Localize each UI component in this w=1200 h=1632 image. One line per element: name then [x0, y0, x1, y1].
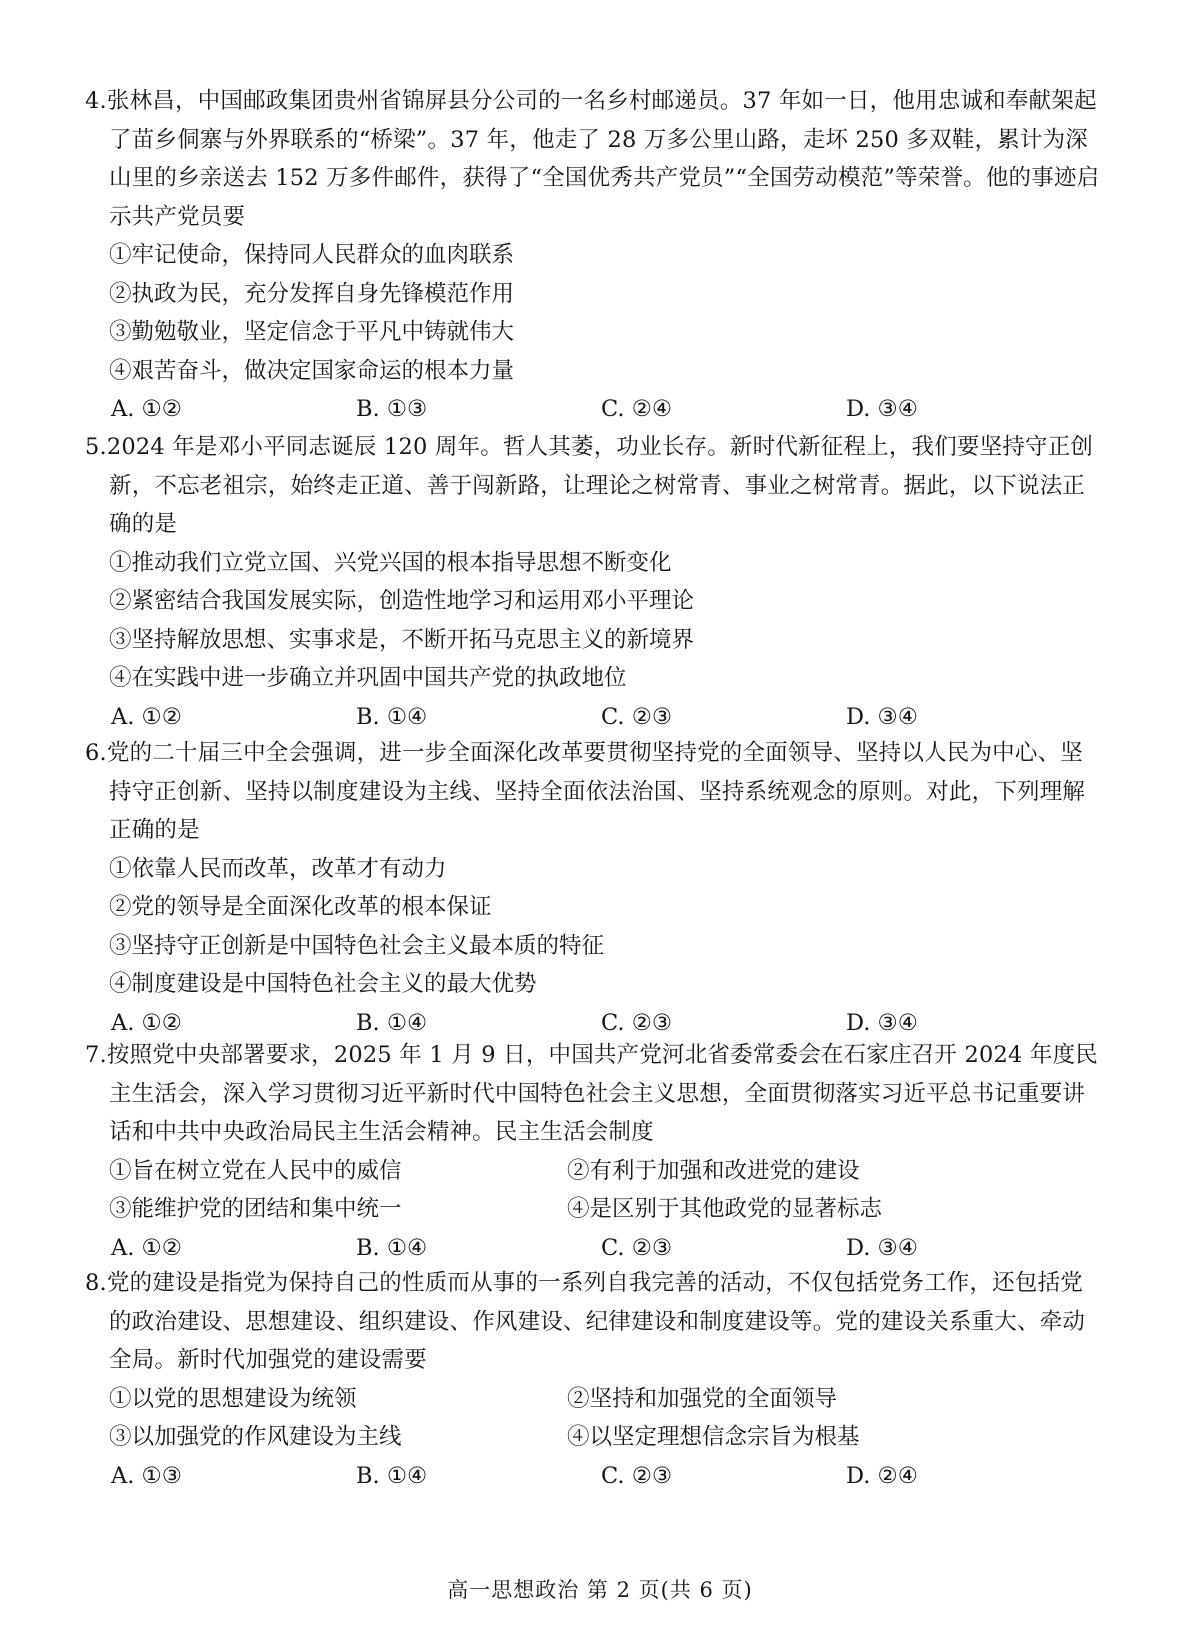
option-1: ①依靠人民而改革，改革才有动力	[109, 855, 447, 882]
option-4: ④以坚定理想信念宗旨为根基	[567, 1424, 860, 1450]
answer-b: B. ①④	[356, 1462, 428, 1489]
option-3: ③坚持守正创新是中国特色社会主义最本质的特征	[109, 932, 605, 959]
answer-choices	[85, 1457, 1105, 1496]
option-row-1	[85, 1152, 1105, 1191]
answer-c: C. ②③	[601, 1009, 673, 1036]
question-4	[85, 82, 1105, 429]
answer-d: D. ③④	[846, 703, 918, 730]
answer-b: B. ①④	[356, 1234, 428, 1261]
question-stem: 8.党的建设是指党为保持自己的性质而从事的一系列自我完善的活动，不仅包括党务工作，还包括党的政治建设、思想建设、组织建设、作风建设、纪律建设和制度建设等。党的建设关系重大、牵动全局。新时代加强党的建设需要	[85, 1270, 1086, 1373]
answer-a: A. ①②	[111, 1009, 182, 1036]
answer-d: D. ③④	[846, 396, 918, 422]
answer-choices	[85, 390, 1105, 429]
question-stem: 5.2024 年是邓小平同志诞辰 120 周年。哲人其萎，功业长存。新时代新征程上，我们要坚持守正创新，不忘老祖宗，始终走正道、善于闯新路，让理论之树常青、事业之树常青。据此，以下说法正确的是	[85, 434, 1094, 537]
question-6	[85, 734, 1105, 1042]
question-stem: 6.党的二十届三中全会强调，进一步全面深化改革要贯彻坚持党的全面领导、坚持以人民为中心、坚持守正创新、坚持以制度建设为主线、坚持全面依法治国、坚持系统观念的原则。对此，下列理解正确的是	[85, 740, 1086, 843]
option-1: ①以党的思想建设为统领	[109, 1385, 357, 1412]
option-2: ②坚持和加强党的全面领导	[567, 1385, 838, 1412]
option-2: ②党的领导是全面深化改革的根本保证	[109, 894, 492, 920]
option-4: ④制度建设是中国特色社会主义的最大优势	[109, 971, 537, 997]
question-stem: 4.张林昌，中国邮政集团贵州省锦屏县分公司的一名乡村邮递员。37 年如一日，他用忠诚和奉献架起了苗乡侗寨与外界联系的“桥梁”。37 年，他走了 28 万多公里山路，走坏 250 多双鞋，累计为深山里的乡亲送去 152 万多件邮件，获得了“全国优秀共产党员”“全国劳动模范”等荣誉。他的事迹启示共产党员要	[85, 88, 1100, 230]
option-3: ③勤勉敬业，坚定信念于平凡中铸就伟大	[109, 319, 515, 345]
answer-c: C. ②③	[601, 703, 673, 730]
question-8	[85, 1264, 1105, 1495]
answer-a: A. ①②	[111, 703, 182, 730]
question-5	[85, 428, 1105, 736]
option-1: ①牢记使命，保持同人民群众的血肉联系	[109, 242, 515, 268]
option-1: ①推动我们立党立国、兴党兴国的根本指导思想不断变化	[109, 549, 672, 576]
option-3: ③以加强党的作风建设为主线	[109, 1424, 402, 1450]
answer-d: D. ③④	[846, 1009, 918, 1036]
option-row-2	[85, 1190, 1105, 1229]
answer-b: B. ①④	[356, 703, 428, 730]
answer-b: B. ①④	[356, 1009, 428, 1036]
answer-d: D. ②④	[846, 1462, 918, 1489]
answer-d: D. ③④	[846, 1234, 918, 1261]
page-footer: 高一思想政治 第 2 页(共 6 页)	[447, 1578, 753, 1602]
option-3: ③坚持解放思想、实事求是，不断开拓马克思主义的新境界	[109, 626, 695, 653]
answer-c: C. ②③	[601, 1234, 673, 1261]
option-3: ③能维护党的团结和集中统一	[109, 1196, 402, 1222]
answer-a: A. ①③	[111, 1462, 182, 1489]
question-7	[85, 1036, 1105, 1267]
option-row-2	[85, 1418, 1105, 1457]
answer-c: C. ②④	[601, 396, 673, 422]
answer-choices	[85, 1229, 1105, 1268]
answer-a: A. ①②	[111, 1234, 182, 1261]
option-row-1	[85, 1380, 1105, 1419]
answer-c: C. ②③	[601, 1462, 673, 1489]
question-stem: 7.按照党中央部署要求，2025 年 1 月 9 日，中国共产党河北省委常委会在石家庄召开 2024 年度民主生活会，深入学习贯彻习近平新时代中国特色社会主义思想，全面贯彻落实习近平总书记重要讲话和中共中央政治局民主生活会精神。民主生活会制度	[85, 1042, 1098, 1145]
option-4: ④艰苦奋斗，做决定国家命运的根本力量	[109, 357, 515, 384]
answer-b: B. ①③	[356, 396, 428, 422]
answer-choices	[85, 698, 1105, 737]
option-2: ②执政为民，充分发挥自身先锋模范作用	[109, 280, 515, 307]
answer-a: A. ①②	[111, 396, 182, 422]
option-4: ④在实践中进一步确立并巩固中国共产党的执政地位	[109, 665, 627, 691]
option-2: ②紧密结合我国发展实际，创造性地学习和运用邓小平理论	[109, 588, 695, 614]
option-4: ④是区别于其他政党的显著标志	[567, 1196, 883, 1222]
option-1: ①旨在树立党在人民中的威信	[109, 1157, 402, 1184]
option-2: ②有利于加强和改进党的建设	[567, 1157, 860, 1184]
